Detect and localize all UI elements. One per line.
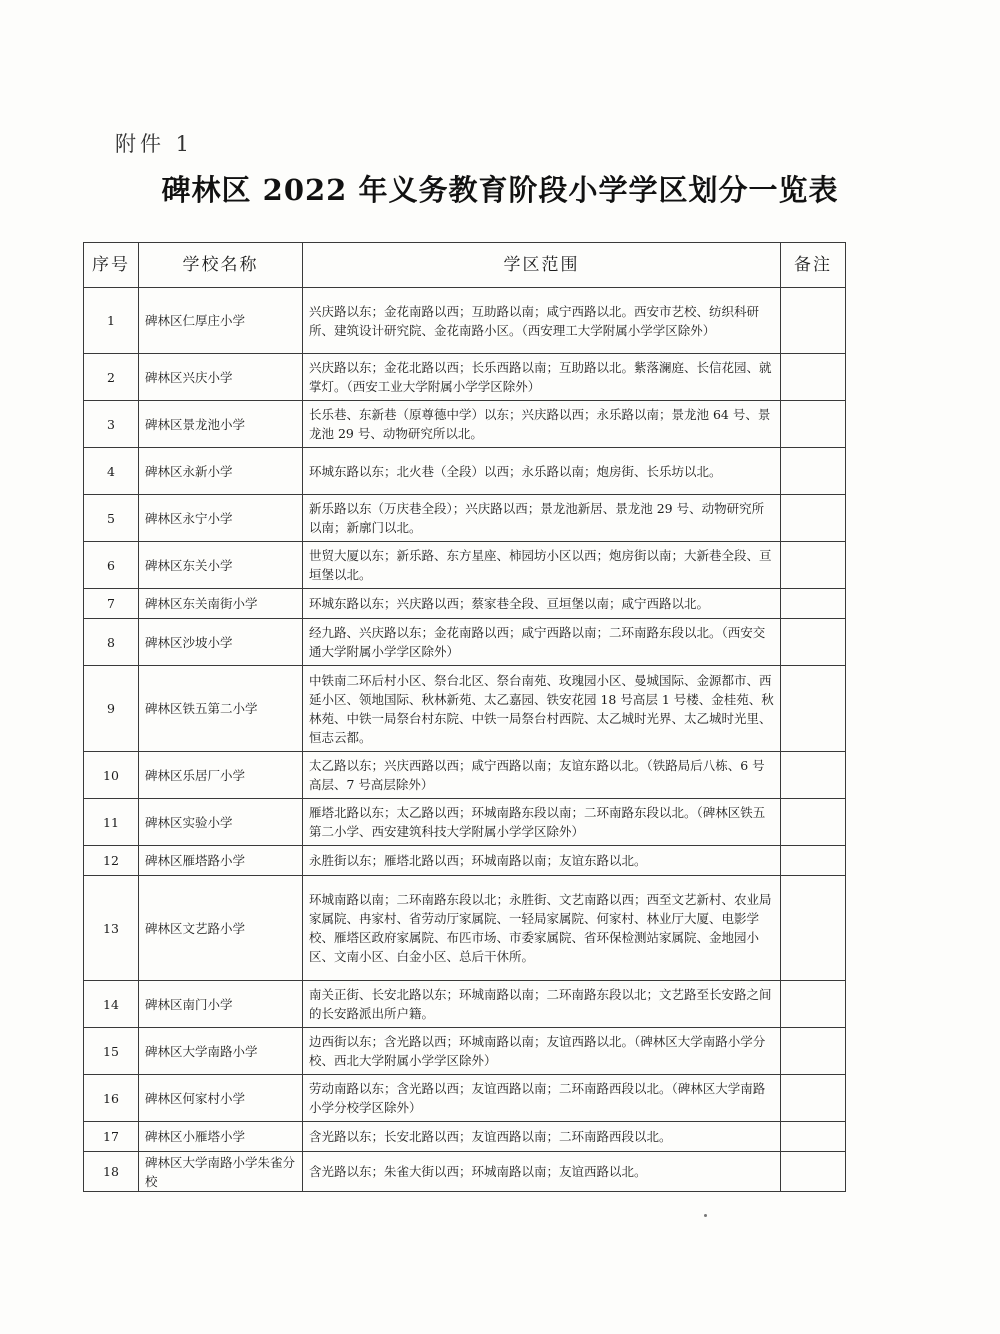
table-row bbox=[84, 981, 846, 1028]
school-district-table bbox=[83, 242, 846, 1192]
district-range: 含光路以东；长安北路以西；友谊西路以南；二环南路西段以北。 bbox=[303, 1122, 781, 1152]
remark-cell bbox=[781, 846, 846, 876]
table-row bbox=[84, 619, 846, 666]
attachment-label: 附件 1 bbox=[115, 132, 194, 156]
remark-cell bbox=[781, 542, 846, 589]
row-number: 2 bbox=[84, 354, 139, 401]
remark-cell bbox=[781, 495, 846, 542]
header-range: 学区范围 bbox=[303, 243, 781, 288]
remark-cell bbox=[781, 1028, 846, 1075]
table-row bbox=[84, 752, 846, 799]
row-number: 15 bbox=[84, 1028, 139, 1075]
row-number: 11 bbox=[84, 799, 139, 846]
remark-cell bbox=[781, 401, 846, 448]
remark-cell bbox=[781, 589, 846, 619]
header-no: 序号 bbox=[84, 243, 139, 288]
district-range: 新乐路以东（万庆巷全段）；兴庆路以西；景龙池新居、景龙池 29 号、动物研究所以南；新廓门以北。 bbox=[303, 495, 781, 542]
table-header-row bbox=[84, 243, 846, 288]
remark-cell bbox=[781, 1122, 846, 1152]
school-name: 碑林区铁五第二小学 bbox=[139, 666, 303, 752]
remark-cell bbox=[781, 876, 846, 981]
row-number: 13 bbox=[84, 876, 139, 981]
row-number: 10 bbox=[84, 752, 139, 799]
table-row bbox=[84, 1075, 846, 1122]
district-range: 经九路、兴庆路以东；金花南路以西；咸宁西路以南；二环南路东段以北。（西安交通大学附属小学学区除外） bbox=[303, 619, 781, 666]
school-name: 碑林区小雁塔小学 bbox=[139, 1122, 303, 1152]
school-name: 碑林区景龙池小学 bbox=[139, 401, 303, 448]
district-range: 世贸大厦以东；新乐路、东方星座、柿园坊小区以西；炮房街以南；大新巷全段、亘垣堡以北。 bbox=[303, 542, 781, 589]
school-name: 碑林区永新小学 bbox=[139, 448, 303, 495]
row-number: 8 bbox=[84, 619, 139, 666]
remark-cell bbox=[781, 354, 846, 401]
school-name: 碑林区东关南街小学 bbox=[139, 589, 303, 619]
district-range: 永胜街以东；雁塔北路以西；环城南路以南；友谊东路以北。 bbox=[303, 846, 781, 876]
school-name: 碑林区兴庆小学 bbox=[139, 354, 303, 401]
row-number: 16 bbox=[84, 1075, 139, 1122]
school-name: 碑林区雁塔路小学 bbox=[139, 846, 303, 876]
remark-cell bbox=[781, 1075, 846, 1122]
table-row bbox=[84, 288, 846, 354]
district-range: 含光路以东；朱雀大街以西；环城南路以南；友谊西路以北。 bbox=[303, 1152, 781, 1192]
district-range: 边西街以东；含光路以西；环城南路以南；友谊西路以北。（碑林区大学南路小学分校、西北大学附属小学学区除外） bbox=[303, 1028, 781, 1075]
remark-cell bbox=[781, 799, 846, 846]
district-range: 环城东路以东；兴庆路以西；蔡家巷全段、亘垣堡以南；咸宁西路以北。 bbox=[303, 589, 781, 619]
row-number: 1 bbox=[84, 288, 139, 354]
table-row bbox=[84, 666, 846, 752]
school-name: 碑林区仁厚庄小学 bbox=[139, 288, 303, 354]
row-number: 9 bbox=[84, 666, 139, 752]
remark-cell bbox=[781, 752, 846, 799]
school-name: 碑林区南门小学 bbox=[139, 981, 303, 1028]
remark-cell bbox=[781, 448, 846, 495]
district-range: 兴庆路以东；金花南路以西；互助路以南；咸宁西路以北。西安市艺校、纺织科研所、建筑设计研究院、金花南路小区。（西安理工大学附属小学学区除外） bbox=[303, 288, 781, 354]
school-name: 碑林区永宁小学 bbox=[139, 495, 303, 542]
school-name: 碑林区文艺路小学 bbox=[139, 876, 303, 981]
district-range: 兴庆路以东；金花北路以西；长乐西路以南；互助路以北。紫落澜庭、长信花园、就掌灯。（西安工业大学附属小学学区除外） bbox=[303, 354, 781, 401]
table-row bbox=[84, 542, 846, 589]
row-number: 4 bbox=[84, 448, 139, 495]
table-row bbox=[84, 448, 846, 495]
district-range: 环城东路以东；北火巷（全段）以西；永乐路以南；炮房街、长乐坊以北。 bbox=[303, 448, 781, 495]
header-school: 学校名称 bbox=[139, 243, 303, 288]
remark-cell bbox=[781, 1152, 846, 1192]
row-number: 3 bbox=[84, 401, 139, 448]
table-row bbox=[84, 876, 846, 981]
remark-cell bbox=[781, 288, 846, 354]
remark-cell bbox=[781, 981, 846, 1028]
district-range: 太乙路以东；兴庆西路以西；咸宁西路以南；友谊东路以北。（铁路局后八栋、6 号高层、7 号高层除外） bbox=[303, 752, 781, 799]
district-range: 中铁南二环后村小区、祭台北区、祭台南苑、玫瑰园小区、曼城国际、金源都市、西延小区、领地国际、秋林新苑、太乙嘉园、铁安花园 18 号高层 1 号楼、金桂苑、秋林苑、中铁一局祭台村东院、中铁一局祭台村西院、太乙城时光界、太乙城时光里、恒志云都。 bbox=[303, 666, 781, 752]
row-number: 17 bbox=[84, 1122, 139, 1152]
school-name: 碑林区实验小学 bbox=[139, 799, 303, 846]
school-name: 碑林区沙坡小学 bbox=[139, 619, 303, 666]
document-title: 碑林区 2022 年义务教育阶段小学学区划分一览表 bbox=[161, 173, 839, 207]
table-row bbox=[84, 1122, 846, 1152]
row-number: 6 bbox=[84, 542, 139, 589]
school-name: 碑林区大学南路小学朱雀分校 bbox=[139, 1152, 303, 1192]
remark-cell bbox=[781, 666, 846, 752]
remark-cell bbox=[781, 619, 846, 666]
table-row bbox=[84, 495, 846, 542]
row-number: 18 bbox=[84, 1152, 139, 1192]
scan-speck bbox=[704, 1214, 707, 1217]
row-number: 12 bbox=[84, 846, 139, 876]
school-name: 碑林区东关小学 bbox=[139, 542, 303, 589]
table-row bbox=[84, 589, 846, 619]
school-name: 碑林区何家村小学 bbox=[139, 1075, 303, 1122]
school-name: 碑林区大学南路小学 bbox=[139, 1028, 303, 1075]
table-row bbox=[84, 1152, 846, 1192]
row-number: 14 bbox=[84, 981, 139, 1028]
district-range: 雁塔北路以东；太乙路以西；环城南路东段以南；二环南路东段以北。（碑林区铁五第二小学、西安建筑科技大学附属小学学区除外） bbox=[303, 799, 781, 846]
school-name: 碑林区乐居厂小学 bbox=[139, 752, 303, 799]
district-range: 南关正街、长安北路以东；环城南路以南；二环南路东段以北；文艺路至长安路之间的长安路派出所户籍。 bbox=[303, 981, 781, 1028]
table-row bbox=[84, 799, 846, 846]
table-row bbox=[84, 846, 846, 876]
table-row bbox=[84, 354, 846, 401]
district-range: 环城南路以南；二环南路东段以北；永胜街、文艺南路以西；西至文艺新村、农业局家属院、冉家村、省劳动厅家属院、一轻局家属院、何家村、林业厅大厦、电影学校、雁塔区政府家属院、布匹市场、市委家属院、省环保检测站家属院、金地园小区、文南小区、白金小区、总后干休所。 bbox=[303, 876, 781, 981]
header-remark: 备注 bbox=[781, 243, 846, 288]
table-row bbox=[84, 401, 846, 448]
table-row bbox=[84, 1028, 846, 1075]
district-range: 长乐巷、东新巷（原尊德中学）以东；兴庆路以西；永乐路以南；景龙池 64 号、景龙池 29 号、动物研究所以北。 bbox=[303, 401, 781, 448]
district-range: 劳动南路以东；含光路以西；友谊西路以南；二环南路西段以北。（碑林区大学南路小学分校学区除外） bbox=[303, 1075, 781, 1122]
row-number: 5 bbox=[84, 495, 139, 542]
row-number: 7 bbox=[84, 589, 139, 619]
